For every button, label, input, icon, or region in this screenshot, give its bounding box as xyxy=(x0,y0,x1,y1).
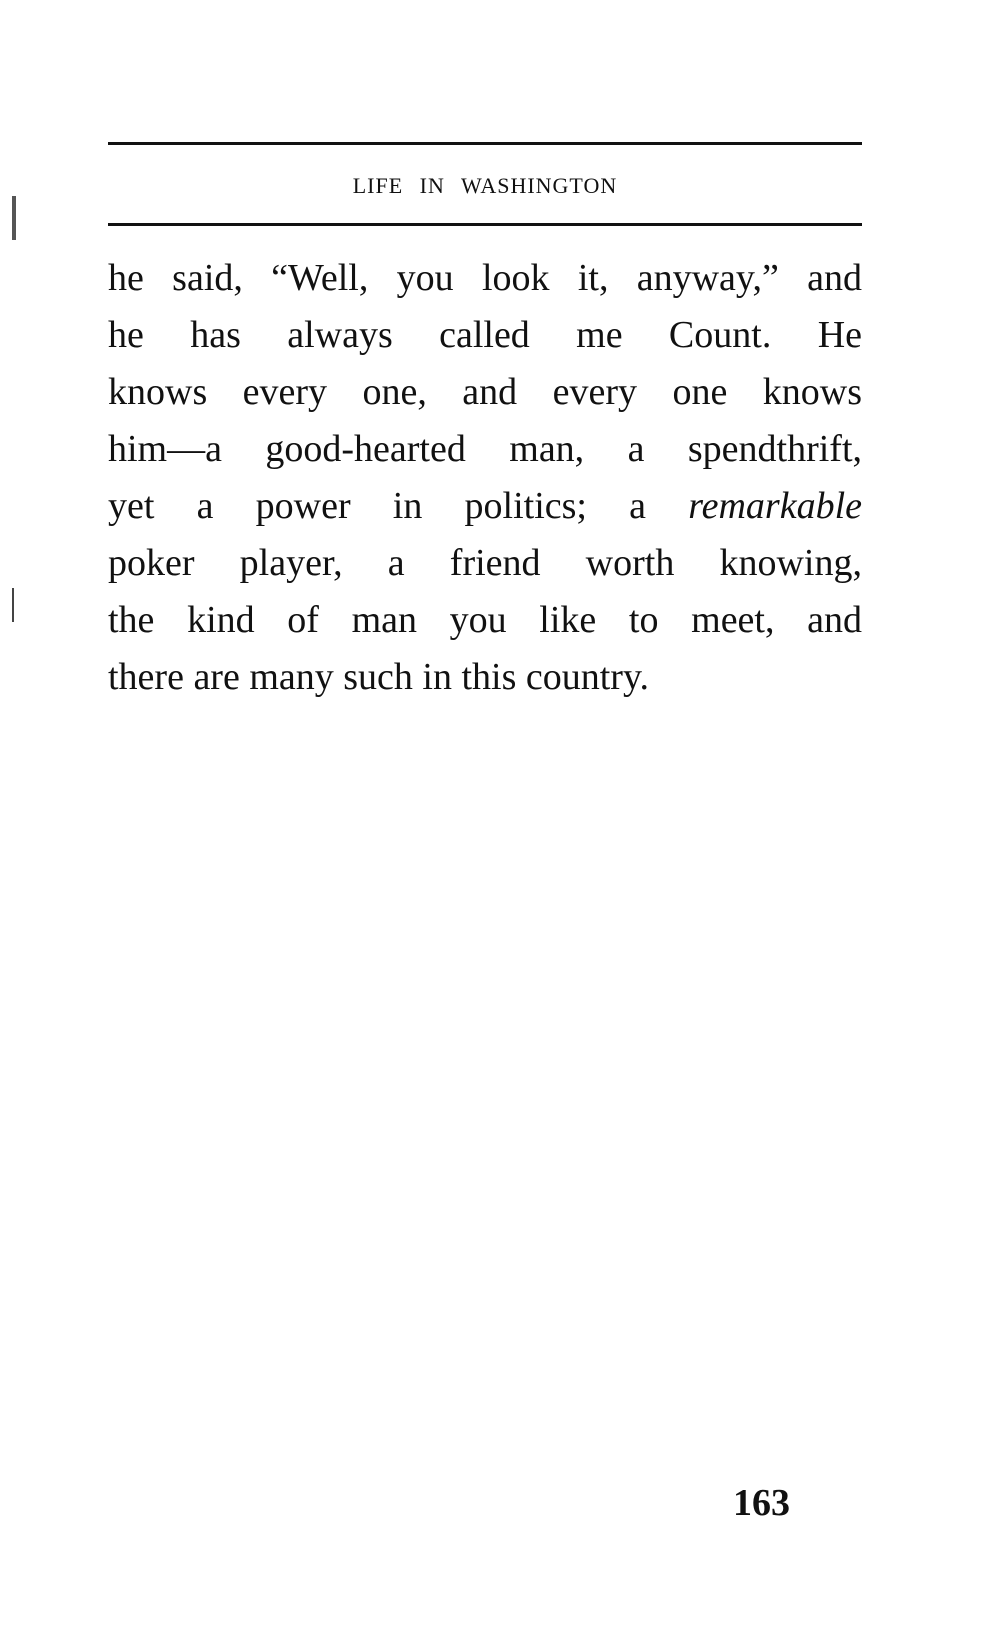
header-rule-bottom xyxy=(108,223,862,226)
text-segment: yet a power in politics; a xyxy=(108,485,689,527)
text-line: the kind of man you like to meet, and xyxy=(108,599,862,641)
scan-mark xyxy=(12,196,16,240)
text-line: knows every one, and every one knows xyxy=(108,371,862,413)
page-number: 163 xyxy=(733,1482,790,1524)
text-line xyxy=(108,478,862,535)
scan-mark xyxy=(12,588,14,622)
body-text xyxy=(108,250,862,706)
running-head: LIFE IN WASHINGTON xyxy=(352,173,618,198)
text-line: there are many such in this country. xyxy=(108,656,649,698)
header-rule-top xyxy=(108,142,862,145)
text-line: he has always called me Count. He xyxy=(108,314,862,356)
text-line: he said, “Well, you look it, anyway,” and xyxy=(108,257,862,299)
italic-word: remarkable xyxy=(688,485,862,527)
text-line: poker player, a friend worth knowing, xyxy=(108,542,862,584)
text-line: him—a good-hearted man, a spendthrift, xyxy=(108,428,862,470)
